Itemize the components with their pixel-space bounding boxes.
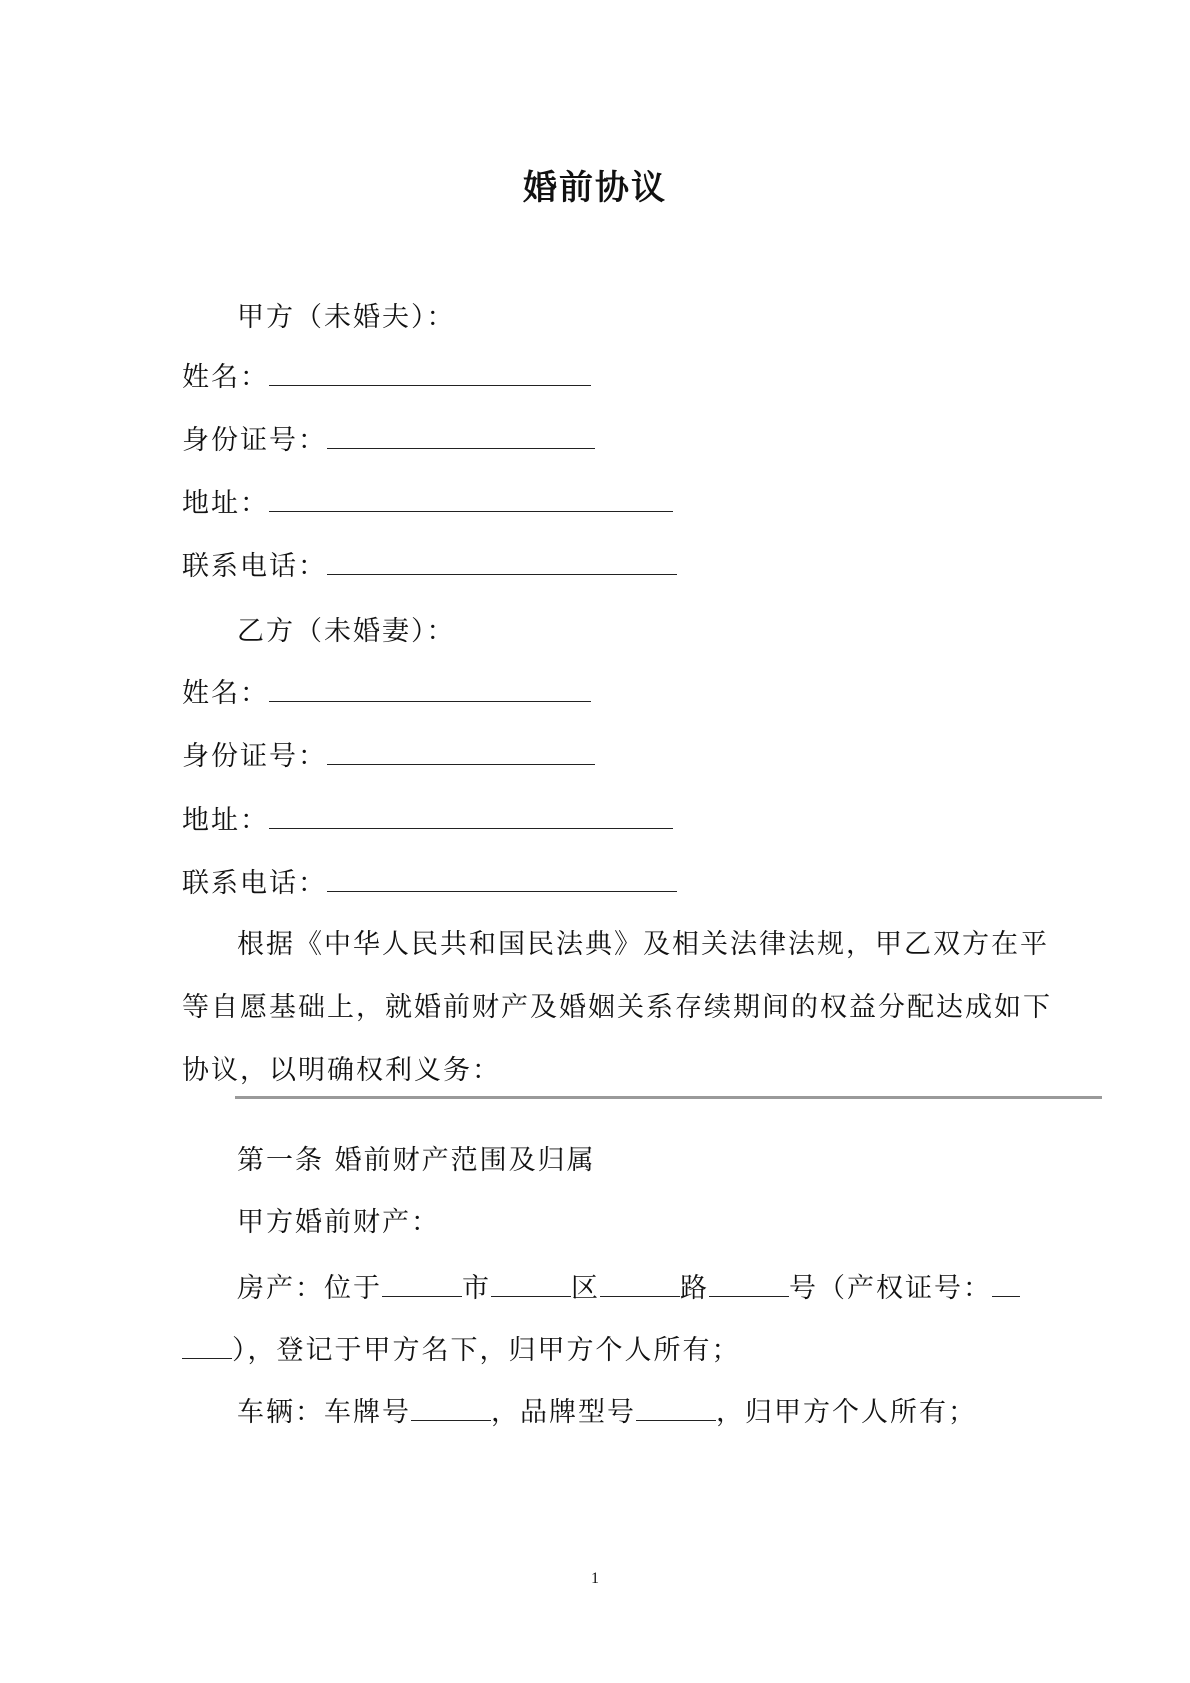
party-b-phone-label: 联系电话： [182, 868, 327, 899]
party-b-address-label: 地址： [182, 805, 269, 836]
party-b-name-row [182, 673, 591, 712]
vehicle-prefix: 车辆：车牌号 [237, 1397, 411, 1428]
party-a-heading: 甲方（未婚夫）： [237, 302, 456, 333]
vehicle-brand-field[interactable] [636, 1392, 716, 1421]
article-1-heading: 第一条 婚前财产范围及归属 [237, 1145, 596, 1176]
preamble-line-1: 根据《中华人民共和国民法典》及相关法律法规，甲乙双方在平 [237, 929, 1049, 960]
preamble-line-2: 等自愿基础上，就婚前财产及婚姻关系存续期间的权益分配达成如下 [182, 992, 1052, 1023]
party-a-name-field[interactable] [269, 357, 591, 386]
party-a-address-field[interactable] [269, 483, 673, 512]
preamble-line-3: 协议，以明确权利义务： [182, 1055, 501, 1086]
party-a-id-label: 身份证号： [182, 425, 327, 456]
section-divider [235, 1096, 1102, 1099]
party-b-phone-row [182, 863, 677, 902]
house-district-label: 区 [571, 1273, 600, 1304]
party-a-phone-field[interactable] [327, 546, 677, 575]
house-cert-field-start[interactable] [992, 1268, 1020, 1297]
party-b-heading: 乙方（未婚妻）： [237, 616, 456, 647]
page-number: 1 [591, 1570, 599, 1587]
house-city-label: 市 [462, 1273, 491, 1304]
house-prefix: 房产：位于 [237, 1273, 382, 1304]
vehicle-row [237, 1392, 977, 1431]
vehicle-brand-label: ，品牌型号 [491, 1397, 636, 1428]
party-b-address-field[interactable] [269, 800, 673, 829]
house-number-field[interactable] [709, 1268, 789, 1297]
party-b-name-field[interactable] [269, 673, 591, 702]
party-a-name-row [182, 357, 591, 396]
party-a-address-label: 地址： [182, 488, 269, 519]
party-a-id-row [182, 420, 595, 459]
house-cert-field-end[interactable] [182, 1330, 232, 1359]
party-b-id-row [182, 736, 595, 775]
party-a-phone-label: 联系电话： [182, 551, 327, 582]
party-b-id-field[interactable] [327, 736, 595, 765]
house-row-continued [182, 1330, 741, 1369]
party-a-phone-row [182, 546, 677, 585]
house-district-field[interactable] [491, 1268, 571, 1297]
house-road-label: 路 [680, 1273, 709, 1304]
party-b-name-label: 姓名： [182, 678, 269, 709]
vehicle-plate-field[interactable] [411, 1392, 491, 1421]
party-a-id-field[interactable] [327, 420, 595, 449]
party-a-name-label: 姓名： [182, 362, 269, 393]
party-a-address-row [182, 483, 673, 522]
vehicle-suffix: ，归甲方个人所有； [716, 1397, 977, 1428]
house-number-cert-label: 号（产权证号： [789, 1273, 992, 1304]
house-road-field[interactable] [600, 1268, 680, 1297]
party-b-phone-field[interactable] [327, 863, 677, 892]
document-title: 婚前协议 [523, 168, 667, 208]
article-1-subheading: 甲方婚前财产： [237, 1207, 440, 1238]
party-b-address-row [182, 800, 673, 839]
house-city-field[interactable] [382, 1268, 462, 1297]
house-row [237, 1268, 1020, 1307]
house-suffix: ），登记于甲方名下，归甲方个人所有； [232, 1335, 741, 1366]
party-b-id-label: 身份证号： [182, 741, 327, 772]
